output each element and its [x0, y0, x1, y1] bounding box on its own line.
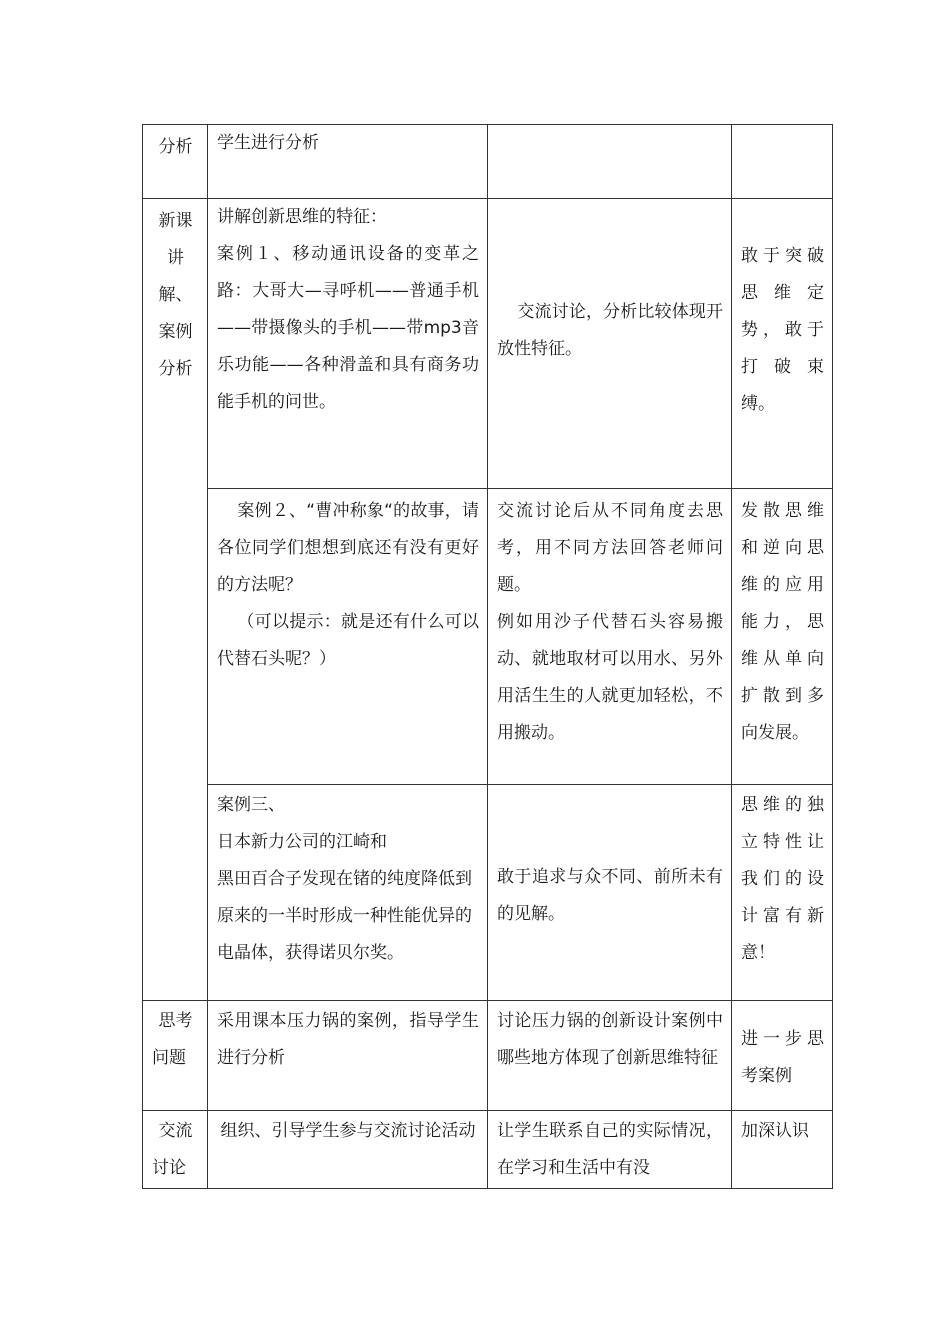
student-activity-text: 让学生联系自己的实际情况，在学习和生活中有没 [497, 1121, 723, 1178]
student-activity-cell [488, 489, 732, 785]
table-row [143, 1111, 833, 1189]
teacher-activity-cell [208, 125, 488, 199]
student-activity-cell [488, 1111, 732, 1189]
teacher-activity-text: 学生进行分析 [217, 133, 319, 153]
design-intent-cell [732, 489, 833, 785]
design-intent-text: 发散思维和逆向思维的应用能力，思维从单向扩散到多向发展。 [741, 501, 824, 743]
student-activity-text: 敢于追求与众不同、前所未有的见解。 [497, 867, 723, 924]
stage-label: 交流讨论 [152, 1121, 193, 1178]
stage-cell [143, 1111, 208, 1189]
teacher-activity-text: 日本新力公司的江崎和 [217, 832, 387, 852]
teacher-activity-text: 黑田百合子发现在锗的纯度降低到原来的一半时形成一种性能优异的电晶体，获得诺贝尔奖。 [217, 869, 472, 963]
student-activity-cell [488, 785, 732, 1001]
table-row [143, 489, 833, 785]
design-intent-cell [732, 1001, 833, 1111]
teacher-activity-text: 采用课本压力锅的案例，指导学生进行分析 [217, 1011, 479, 1068]
stage-label: 新课 [158, 211, 193, 231]
table-row [143, 199, 833, 489]
teacher-activity-cell [208, 489, 488, 785]
table-row [143, 785, 833, 1001]
teacher-activity-cell [208, 785, 488, 1001]
student-activity-cell [488, 125, 732, 199]
table-row [143, 1001, 833, 1111]
stage-cell [143, 125, 208, 199]
design-intent-text: 敢于突破思维定势，敢于打破束缚。 [741, 246, 824, 414]
stage-label: 分析 [158, 359, 193, 379]
stage-cell [143, 199, 208, 1001]
teacher-activity-cell [208, 1001, 488, 1111]
student-activity-text: 交流讨论，分析比较体现开放性特征。 [497, 301, 723, 359]
student-activity-text: 讨论压力锅的创新设计案例中哪些地方体现了创新思维特征 [497, 1011, 723, 1068]
stage-label: 讲 [167, 248, 184, 268]
design-intent-cell [732, 125, 833, 199]
design-intent-text: 加深认识 [741, 1121, 809, 1141]
stage-label: 分析 [158, 137, 193, 157]
stage-label: 解、 [158, 285, 193, 305]
teacher-activity-text: 案例２、“曹冲称象“的故事，请各位同学们想想到底还有没有更好的方法呢？ [217, 501, 479, 595]
student-activity-text: 例如用沙子代替石头容易搬动、就地取材可以用水、另外用活生生的人就更加轻松，不用搬动。 [497, 612, 723, 743]
stage-cell [143, 1001, 208, 1111]
design-intent-text: 思维的独立特性让我们的设计富有新意！ [741, 795, 824, 963]
teacher-activity-cell [208, 1111, 488, 1189]
stage-label: 思考问题 [152, 1011, 193, 1068]
teacher-activity-text: 组织、引导学生参与交流讨论活动 [220, 1121, 476, 1141]
teacher-activity-text: （可以提示：就是还有什么可以代替石头呢？） [217, 612, 479, 669]
student-activity-cell [488, 199, 732, 489]
teacher-activity-cell [208, 199, 488, 489]
teacher-activity-text: 案例１、移动通讯设备的变革之路：大哥大—寻呼机——普通手机——带摄像头的手机——带mp3音乐功能——各种滑盖和具有商务功能手机的问世。 [217, 244, 479, 412]
design-intent-text: 进一步思考案例 [741, 1028, 824, 1086]
student-activity-text: 交流讨论后从不同角度去思考，用不同方法回答老师问题。 [497, 501, 723, 595]
lesson-plan-table [142, 124, 833, 1189]
teacher-activity-text: 案例三、 [217, 795, 285, 815]
design-intent-cell [732, 785, 833, 1001]
stage-label: 案例 [158, 322, 193, 342]
table-row [143, 125, 833, 199]
student-activity-cell [488, 1001, 732, 1111]
design-intent-cell [732, 199, 833, 489]
design-intent-cell [732, 1111, 833, 1189]
teacher-activity-text: 讲解创新思维的特征： [217, 207, 387, 227]
